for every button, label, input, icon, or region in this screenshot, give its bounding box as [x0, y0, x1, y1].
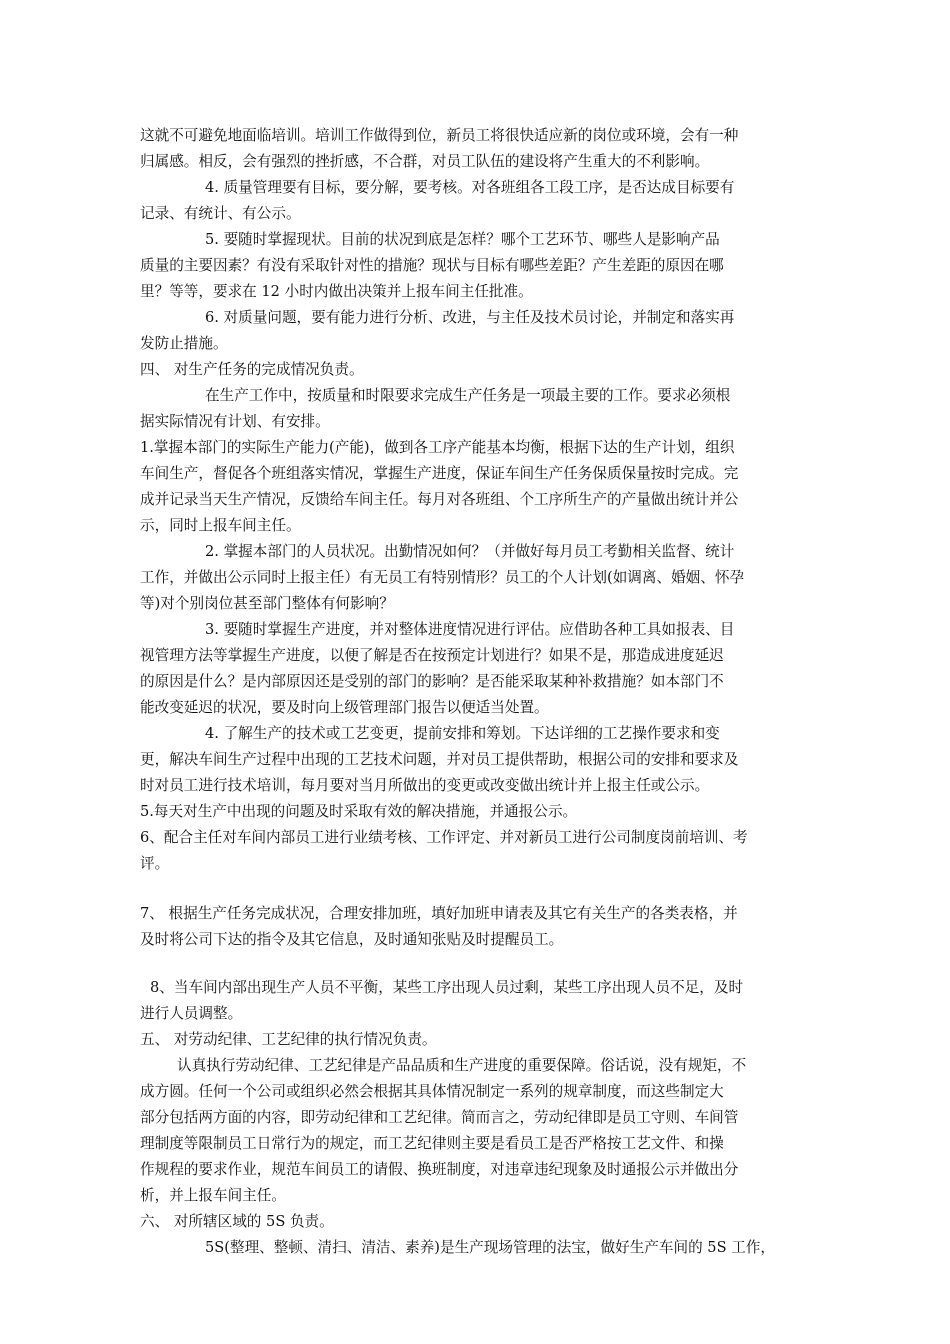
paragraph-line: 析，并上报车间主任。: [140, 1187, 286, 1204]
paragraph-line: 认真执行劳动纪律、工艺纪律是产品品质和生产进度的重要保障。俗话说，没有规矩，不: [177, 1057, 747, 1074]
paragraph-line: 能改变延迟的状况，要及时向上级管理部门报告以便适当处置。: [140, 699, 549, 716]
list-item-line: 1.掌握本部门的实际生产能力(产能)，做到各工序产能基本均衡，根据下达的生产计划，组织: [140, 439, 735, 456]
list-item-line: 6、配合主任对车间内部员工进行业绩考核、工作评定、并对新员工进行公司制度岗前培训、考: [140, 829, 748, 846]
paragraph-line: 归属感。相反，会有强烈的挫折感，不合群，对员工队伍的建设将产生重大的不利影响。: [140, 153, 710, 170]
paragraph-line: 这就不可避免地面临培训。培训工作做得到位，新员工将很快适应新的岗位或环境，会有一种: [140, 127, 739, 144]
paragraph-line: 发防止措施。: [140, 335, 228, 352]
paragraph-line: 据实际情况有计划、有安排。: [140, 413, 330, 430]
paragraph-line: 视管理方法等掌握生产进度，以便了解是否在按预定计划进行？如果不是，那造成进度延迟: [140, 647, 724, 664]
paragraph-line: 在生产工作中，按质量和时限要求完成生产任务是一项最主要的工作。要求必须根: [205, 387, 731, 404]
paragraph-line: 成方圆。任何一个公司或组织必然会根据其具体情况制定一系列的规章制度，而这些制定大: [140, 1083, 724, 1100]
paragraph-line: 及时将公司下达的指令及其它信息，及时通知张贴及时提醒员工。: [140, 931, 564, 948]
paragraph-line: 记录、有统计、有公示。: [140, 205, 301, 222]
section-heading: 四、 对生产任务的完成情况负责。: [140, 361, 364, 378]
paragraph-line: 的原因是什么？是内部原因还是受别的部门的影响？是否能采取某种补救措施？如本部门不: [140, 673, 724, 690]
paragraph-line: 理制度等限制员工日常行为的规定，而工艺纪律则主要是看员工是否严格按工艺文件、和操: [140, 1135, 724, 1152]
list-item-line: 4. 质量管理要有目标，要分解，要考核。对各班组各工段工序，是否达成目标要有: [205, 179, 735, 196]
paragraph-line: 5S(整理、整顿、清扫、清洁、素养)是生产现场管理的法宝，做好生产车间的 5S 工作，: [205, 1239, 776, 1256]
paragraph-line: 部分包括两方面的内容，即劳动纪律和工艺纪律。简而言之，劳动纪律即是员工守则、车间管: [140, 1109, 739, 1126]
list-item-line: 5. 要随时掌握现状。目前的状况到底是怎样？哪个工艺环节、哪些人是影响产品: [205, 231, 720, 248]
paragraph-line: 工作，并做出公示同时上报主任）有无员工有特别情形？员工的个人计划(如调离、婚姻、怀孕: [140, 569, 745, 586]
paragraph-line: 更，解决车间生产过程中出现的工艺技术问题，并对员工提供帮助，根据公司的安排和要求及: [140, 751, 739, 768]
section-heading: 六、 对所辖区域的 5S 负责。: [140, 1213, 334, 1230]
section-heading: 五、 对劳动纪律、工艺纪律的执行情况负责。: [140, 1031, 437, 1048]
paragraph-line: 等)对个别岗位甚至部门整体有何影响？: [140, 595, 394, 612]
list-item-line: 4. 了解生产的技术或工艺变更，提前安排和筹划。下达详细的工艺操作要求和变: [205, 725, 720, 742]
paragraph-line: 里？等等，要求在 12 小时内做出决策并上报车间主任批准。: [140, 283, 533, 300]
paragraph-line: 进行人员调整。: [140, 1005, 243, 1022]
list-item-line: 3. 要随时掌握生产进度，并对整体进度情况进行评估。应借助各种工具如报表、目: [205, 621, 735, 638]
paragraph-line: 质量的主要因素？有没有采取针对性的措施？现状与目标有哪些差距？产生差距的原因在哪: [140, 257, 724, 274]
paragraph-line: 作规程的要求作业，规范车间员工的请假、换班制度，对违章违纪现象及时通报公示并做出分: [140, 1161, 739, 1178]
paragraph-line: 评。: [140, 855, 170, 872]
list-item-line: 5.每天对生产中出现的问题及时采取有效的解决措施，并通报公示。: [140, 803, 578, 820]
list-item-line: 6. 对质量问题，要有能力进行分析、改进，与主任及技术员讨论，并制定和落实再: [205, 309, 735, 326]
list-item-line: 8、当车间内部出现生产人员不平衡，某些工序出现人员过剩，某些工序出现人员不足，及时: [150, 979, 744, 996]
paragraph-line: 车间生产，督促各个班组落实情况，掌握生产进度，保证车间生产任务保质保量按时完成。完: [140, 465, 739, 482]
paragraph-line: 示，同时上报车间主任。: [140, 517, 301, 534]
list-item-line: 7、 根据生产任务完成状况，合理安排加班，填好加班申请表及其它有关生产的各类表格，并: [140, 905, 738, 922]
paragraph-line: 时对员工进行技术培训，每月要对当月所做出的变更或改变做出统计并上报主任或公示。: [140, 777, 710, 794]
list-item-line: 2. 掌握本部门的人员状况。出勤情况如何？（并做好每月员工考勤相关监督、统计: [205, 543, 735, 560]
paragraph-line: 成并记录当天生产情况，反馈给车间主任。每月对各班组、个工序所生产的产量做出统计并公: [140, 491, 739, 508]
